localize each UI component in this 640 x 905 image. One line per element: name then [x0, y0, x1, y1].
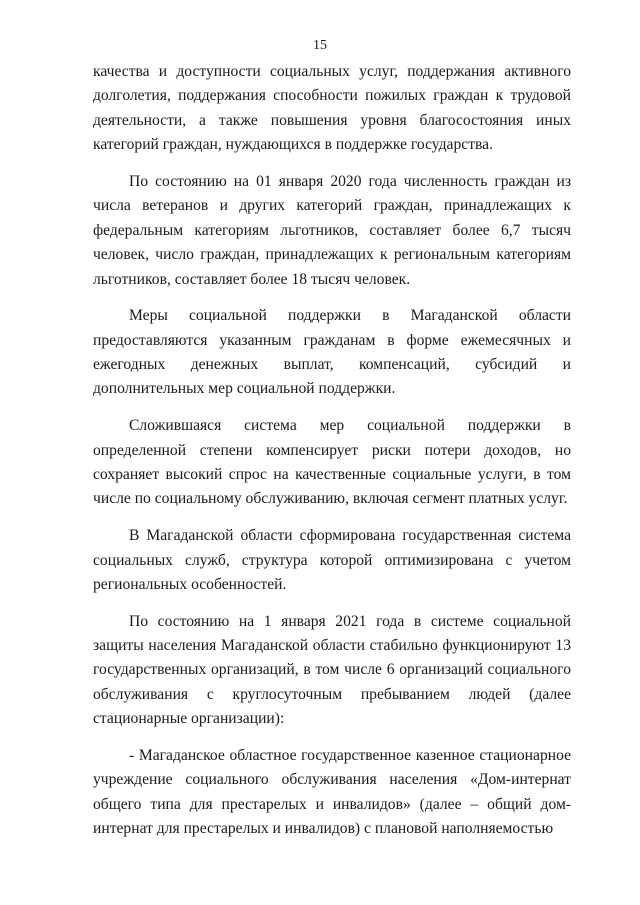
body-text: [93, 60, 571, 842]
paragraph-support-measures: Меры социальной поддержки в Магаданской области предоставляются указанным гражданам в форме ежемесячных и ежегодных денежных выплат, компенсаций, субсидий и дополнительных мер социальной поддержки.: [93, 307, 571, 398]
paragraph-social-services: В Магаданской области сформирована государственная система социальных служб, структура которой оптимизирована с учетом региональных особенностей.: [93, 527, 571, 593]
paragraph-support-system: Сложившаяся система мер социальной поддержки в определенной степени компенсирует риски потери доходов, но сохраняет высокий спрос на качественные социальные услуги, в том числе по социальному обслуживанию, включая сегмент платных услуг.: [93, 417, 571, 508]
paragraph-continuation: качества и доступности социальных услуг, поддержания активного долголетия, поддержания способности пожилых граждан к трудовой деятельности, а также повышения уровня благосостояния иных категорий граждан, нуждающихся в поддержке государства.: [93, 63, 571, 154]
page-number: 15: [313, 38, 327, 53]
paragraph-organizations: По состоянию на 1 января 2021 года в системе социальной защиты населения Магаданской области стабильно функционируют 13 государственных организаций, в том числе 6 организаций социального обслуживания с круглосуточным пребыванием людей (далее стационарные организации):: [93, 612, 571, 728]
paragraph-list-item: - Магаданское областное государственное казенное стационарное учреждение социального обслуживания населения «Дом-интернат общего типа для престарелых и инвалидов» (далее – общий дом-интернат для престарелых и инвалидов) с плановой наполняемостью: [93, 746, 571, 838]
paragraph-veterans-count: По состоянию на 01 января 2020 года численность граждан из числа ветеранов и других категорий граждан, принадлежащих к федеральным категориям льготников, составляет более 6,7 тысяч человек, число граждан, принадлежащих к региональным категориям льготников, составляет более 18 тысяч человек.: [93, 172, 571, 288]
